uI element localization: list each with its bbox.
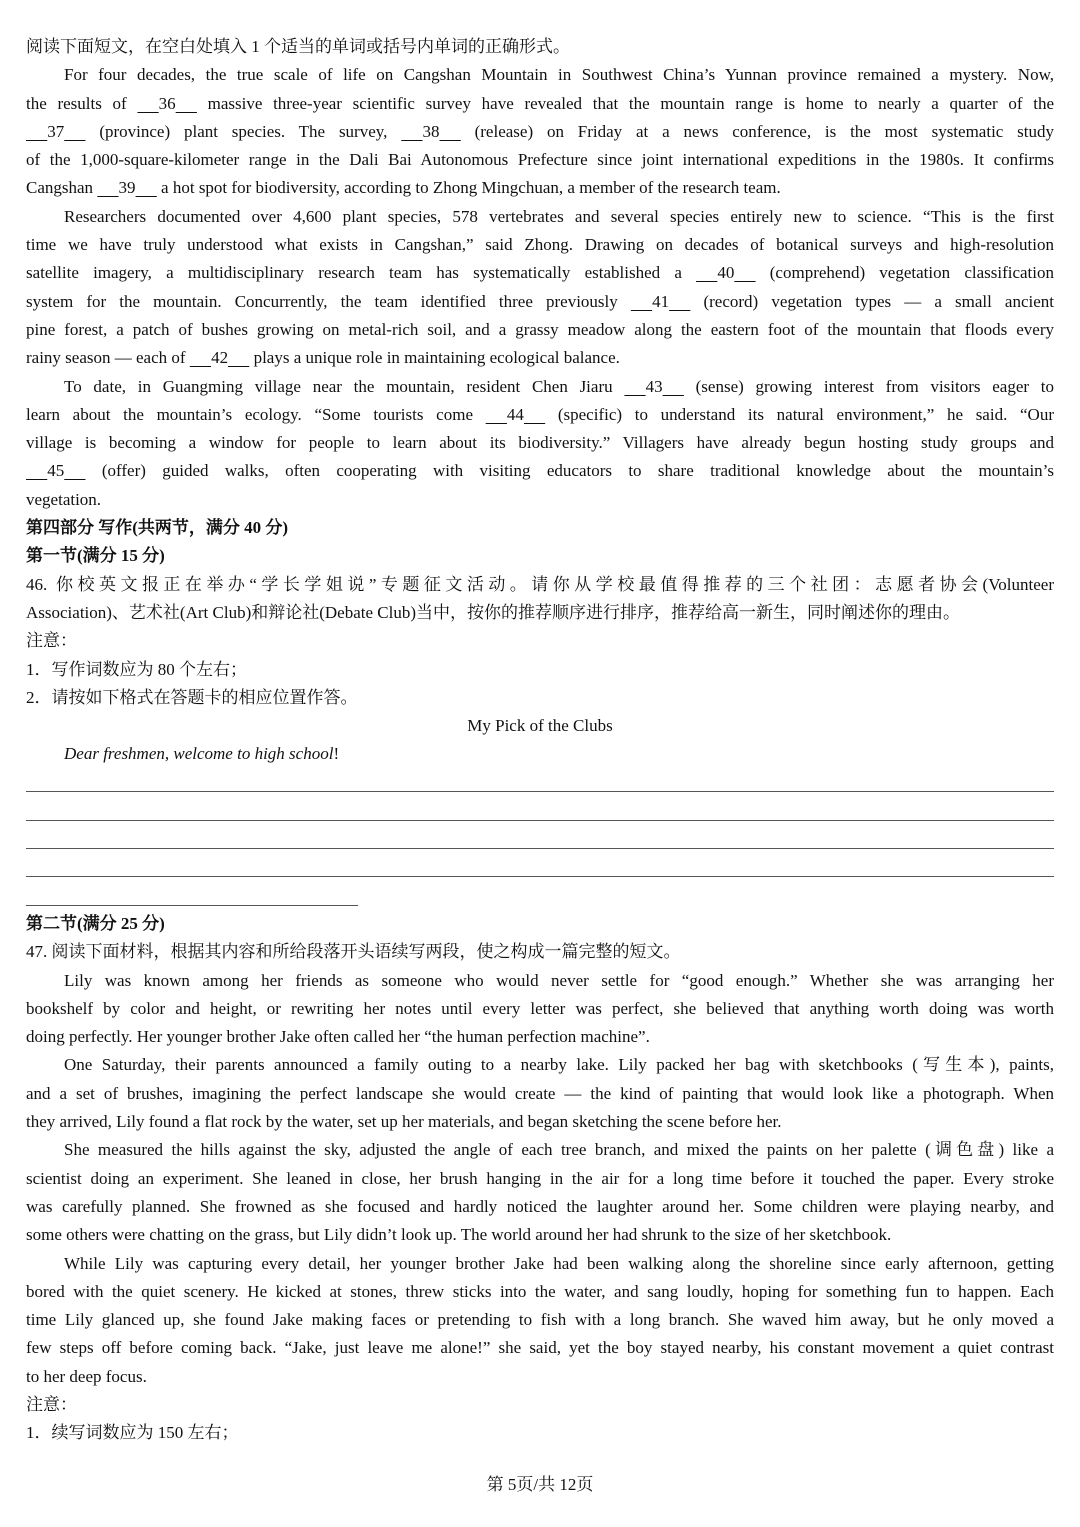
blank-number: 45 [47, 461, 65, 481]
blank-number: 44 [506, 404, 524, 424]
document-page [26, 33, 1054, 769]
story-line: bookshelf by color and height, or rewriting her notes until every letter was perfect, she believed that anything worth doing was worth [26, 998, 1054, 1018]
blank-number: 38 [422, 121, 440, 141]
blank-number: 43 [645, 376, 663, 396]
part4-heading: 第四部分 写作(共两节，满分 40 分) [26, 518, 289, 538]
essay-title: My Pick of the Clubs [467, 716, 613, 736]
passage-text: To date, in Guangming village near the mountain, resident Chen Jiaru [64, 376, 613, 396]
story-line: Lily was known among her friends as someone who would never settle for “good enough.” Whether she was arranging her [64, 970, 1054, 990]
section2 [26, 910, 1054, 1448]
writing-line[interactable] [26, 820, 1054, 821]
blank-number: 39 [118, 178, 136, 198]
blank-44[interactable] [486, 401, 546, 429]
story-line: One Saturday, their parents announced a family outing to a nearby lake. Lily packed her bag with sketchbooks (写生本), paints, [64, 1055, 1054, 1075]
question-46: 46. 你校英文报正在举办“学长学姐说”专题征文活动。请你从学校最值得推荐的三个社团：志愿者协会(Volunteer [26, 574, 1054, 594]
blank-number: 36 [158, 93, 176, 113]
passage-text: (record) vegetation types — a small ancient [703, 291, 1054, 311]
passage-text: (comprehend) vegetation classification [769, 263, 1055, 283]
story-line: bored with the quiet scenery. He kicked at stones, threw sticks into the water, and sang loudly, hoping for something fun to happen. Each [26, 1281, 1054, 1301]
passage-text: (sense) growing interest from visitors eager to [695, 376, 1055, 396]
passage-text: system for the mountain. Concurrently, the team identified three previously [26, 291, 618, 311]
writing-line[interactable] [26, 791, 1054, 792]
passage-text: learn about the mountain’s ecology. “Some tourists come [26, 404, 473, 424]
passage-text: (release) on Friday at a news conference, is the most systematic study [474, 121, 1055, 141]
writing-line[interactable] [26, 905, 358, 906]
passage-text: (province) plant species. The survey, [99, 121, 388, 141]
question-46-cont: Association)、艺术社(Art Club)和辩论社(Debate Club)当中，按你的推荐顺序进行排序，推荐给高一新生，同时阐述你的理由。 [26, 602, 960, 622]
passage-line [26, 373, 1054, 401]
story-line: While Lily was capturing every detail, her younger brother Jake had been walking along the shoreline since early afternoon, getting [64, 1253, 1054, 1273]
passage-text: massive three-year scientific survey have revealed that the mountain range is home to nearly a quarter of the [207, 93, 1054, 113]
passage-text: the results of [26, 93, 127, 113]
passage-line: vegetation. [26, 489, 102, 509]
passage-line [26, 90, 1054, 118]
blank-43[interactable] [624, 373, 684, 401]
note-label: 注意： [26, 1395, 77, 1415]
passage-line [26, 401, 1054, 429]
blank-number: 41 [652, 291, 670, 311]
passage-text: a hot spot for biodiversity, according to Zhong Mingchuan, a member of the research team. [161, 178, 781, 198]
passage-text: plays a unique role in maintaining ecological balance. [253, 348, 620, 368]
note-item: 2．请按如下格式在答题卡的相应位置作答。 [26, 687, 358, 707]
passage-line: village is becoming a window for people to learn about its biodiversity.” Villagers have already begun hosting study groups and [26, 433, 1054, 453]
section1-heading: 第一节(满分 15 分) [26, 546, 165, 566]
blank-number: 42 [211, 348, 229, 368]
section2-heading: 第二节(满分 25 分) [26, 914, 165, 933]
passage-line [26, 259, 1054, 287]
passage-line [26, 174, 1054, 202]
question-47: 47. 阅读下面材料，根据其内容和所给段落开头语续写两段，使之构成一篇完整的短文。 [26, 942, 681, 962]
story-line: few steps off before coming back. “Jake, just leave me alone!” she said, yet the boy stayed nearby, his constant movement a quiet contrast [26, 1338, 1054, 1358]
passage-line [26, 457, 1054, 485]
passage-line: For four decades, the true scale of life on Cangshan Mountain in Southwest China’s Yunnan province remained a mystery. Now, [64, 65, 1054, 85]
story-line: scientist doing an experiment. She leaned in close, her brush hanging in the air for a long time before it touched the paper. Every stroke [26, 1168, 1054, 1188]
story-line: and a set of brushes, imagining the perfect landscape she would create — the kind of painting that would look like a photograph. When [26, 1083, 1054, 1103]
passage-text: satellite imagery, a multidisciplinary research team has systematically established a [26, 263, 682, 283]
passage-line: Researchers documented over 4,600 plant species, 578 vertebrates and several species entirely new to science. “This is the first [64, 206, 1054, 226]
note-label: 注意： [26, 631, 77, 651]
blank-number: 40 [717, 263, 735, 283]
story-line: doing perfectly. Her younger brother Jake often called her “the human perfection machine”. [26, 1027, 650, 1047]
story-line: to her deep focus. [26, 1366, 147, 1386]
passage-line: pine forest, a patch of bushes growing on metal-rich soil, and a grassy meadow along the eastern foot of the mountain that floods every [26, 319, 1054, 339]
blank-40[interactable] [696, 259, 756, 287]
passage-line [26, 118, 1054, 146]
passage-line: time we have truly understood what exists in Cangshan,” said Zhong. Drawing on decades of botanical surveys and high-resolution [26, 235, 1054, 255]
blank-39[interactable] [97, 174, 157, 202]
page-footer: 第 5页/共 12页 [486, 1475, 594, 1494]
blank-45[interactable] [26, 457, 86, 485]
passage-line [26, 288, 1054, 316]
passage-line: of the 1,000-square-kilometer range in the Dali Bai Autonomous Prefecture since joint international expeditions in the 1980s. It confirms [26, 150, 1054, 170]
story-line: was carefully planned. She frowned as she focused and hardly noticed the laughter around her. Some children were playing nearby, and [26, 1196, 1054, 1216]
blank-42[interactable] [190, 344, 250, 372]
essay-greeting [26, 740, 1054, 768]
writing-line[interactable] [26, 876, 1054, 877]
passage-text: rainy season — each of [26, 348, 186, 368]
story-line: She measured the hills against the sky, adjusted the angle of each tree branch, and mixed the paints on her palette (调色盘) like a [64, 1140, 1054, 1160]
story-line: some others were chatting on the grass, but Lily didn’t look up. The world around her had shrunk to the size of her sketchbook. [26, 1225, 892, 1245]
blank-38[interactable] [401, 118, 461, 146]
greeting-text: Dear freshmen, welcome to high school [64, 744, 334, 764]
blank-number: 37 [47, 121, 65, 141]
passage-text: (offer) guided walks, often cooperating with visiting educators to share traditional knowledge about the mountain’s [101, 461, 1055, 481]
blank-41[interactable] [631, 288, 691, 316]
writing-line[interactable] [26, 848, 1054, 849]
passage-text: Cangshan [26, 178, 94, 198]
blank-37[interactable] [26, 118, 86, 146]
passage-text: (specific) to understand its natural environment,” he said. “Our [557, 404, 1054, 424]
note-item: 1．续写词数应为 150 左右； [26, 1423, 239, 1443]
passage-line [26, 344, 1054, 372]
blank-36[interactable] [137, 90, 197, 118]
story-line: time Lily glanced up, she found Jake making faces or pretending to fish with a long branch. She waved him away, but he only moved a [26, 1310, 1054, 1330]
story-line: they arrived, Lily found a flat rock by the water, set up her materials, and began sketching the scene before her. [26, 1112, 782, 1132]
note-item: 1．写作词数应为 80 个左右； [26, 659, 247, 679]
cloze-instruction: 阅读下面短文，在空白处填入 1 个适当的单词或括号内单词的正确形式。 [26, 37, 570, 56]
greeting-punct: ! [333, 744, 340, 764]
